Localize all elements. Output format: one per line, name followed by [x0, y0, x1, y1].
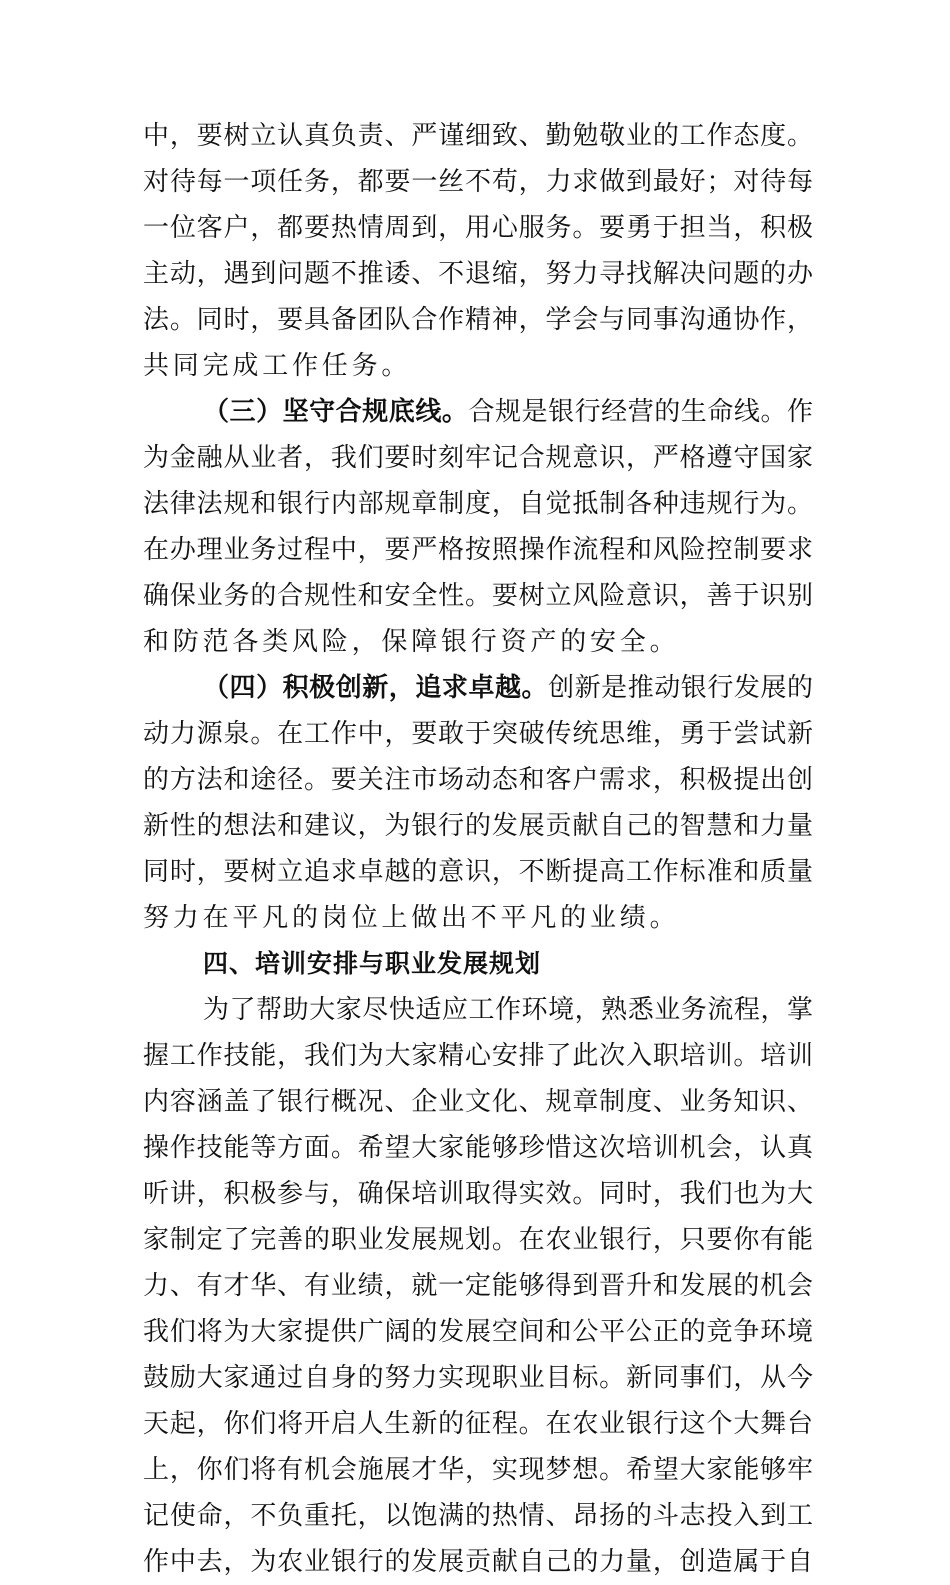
paragraph-5-first-line: 为了帮助大家尽快适应工作环境，熟悉业务流程，掌 [203, 995, 813, 1025]
paragraph-4-first-line [143, 665, 813, 711]
text-line: 记使命，不负重托，以饱满的热情、昂扬的斗志投入到工 [143, 1501, 813, 1531]
text-line: 作中去，为农业银行的发展贡献自己的力量，创造属于自 [143, 1547, 813, 1577]
text-line: 内容涵盖了银行概况、企业文化、规章制度、业务知识、 [143, 1087, 813, 1117]
text-line: 同时，要树立追求卓越的意识，不断提高工作标准和质量 [143, 857, 813, 887]
text-line: 鼓励大家通过自身的努力实现职业目标。新同事们，从今 [143, 1363, 813, 1393]
text-line: 我们将为大家提供广阔的发展空间和公平公正的竞争环境 [143, 1317, 813, 1347]
text-line: 听讲，积极参与，确保培训取得实效。同时，我们也为大 [143, 1179, 813, 1209]
text-line-paragraph-end: 和防范各类风险，保障银行资产的安全。 [143, 627, 680, 657]
text-line: 天起，你们将开启人生新的征程。在农业银行这个大舞台 [143, 1409, 813, 1439]
text-line: 握工作技能，我们为大家精心安排了此次入职培训。培训 [143, 1041, 813, 1071]
text-line: 对待每一项任务，都要一丝不苟，力求做到最好；对待每 [143, 167, 813, 197]
text-line-paragraph-end: 共同完成工作任务。 [143, 351, 412, 381]
text-line: 法律法规和银行内部规章制度，自觉抵制各种违规行为。 [143, 489, 813, 519]
text-line: 的方法和途径。要关注市场动态和客户需求，积极提出创 [143, 765, 813, 795]
text-line: 动力源泉。在工作中，要敢于突破传统思维，勇于尝试新 [143, 719, 813, 749]
text-line: 主动，遇到问题不推诿、不退缩，努力寻找解决问题的办 [143, 259, 813, 289]
text-line: 一位客户，都要热情周到，用心服务。要勇于担当，积极 [143, 213, 813, 243]
section-lead-4: （四）积极创新，追求卓越。 [203, 673, 549, 703]
paragraph-text: 合规是银行经营的生命线。作 [468, 397, 813, 427]
section-heading: 四、培训安排与职业发展规划 [203, 949, 542, 978]
text-line: 力、有才华、有业绩，就一定能够得到晋升和发展的机会 [143, 1271, 813, 1301]
text-line: 操作技能等方面。希望大家能够珍惜这次培训机会，认真 [143, 1133, 813, 1163]
text-line: 上，你们将有机会施展才华，实现梦想。希望大家能够牢 [143, 1455, 813, 1485]
text-line: 确保业务的合规性和安全性。要树立风险意识，善于识别 [143, 581, 813, 611]
text-line: 在办理业务过程中，要严格按照操作流程和风险控制要求 [143, 535, 813, 565]
paragraph-3-first-line [143, 389, 813, 435]
text-line: 法。同时，要具备团队合作精神，学会与同事沟通协作， [143, 305, 813, 335]
document-body [143, 113, 813, 1585]
text-line: 新性的想法和建议，为银行的发展贡献自己的智慧和力量 [143, 811, 813, 841]
section-lead-3: （三）坚守合规底线。 [203, 397, 469, 427]
text-line: 家制定了完善的职业发展规划。在农业银行，只要你有能 [143, 1225, 813, 1255]
paragraph-text: 创新是推动银行发展的 [548, 673, 813, 703]
text-line: 为金融从业者，我们要时刻牢记合规意识，严格遵守国家 [143, 443, 813, 473]
text-line-paragraph-end: 努力在平凡的岗位上做出不平凡的业绩。 [143, 903, 680, 933]
text-line: 中，要树立认真负责、严谨细致、勤勉敬业的工作态度。 [143, 121, 813, 151]
